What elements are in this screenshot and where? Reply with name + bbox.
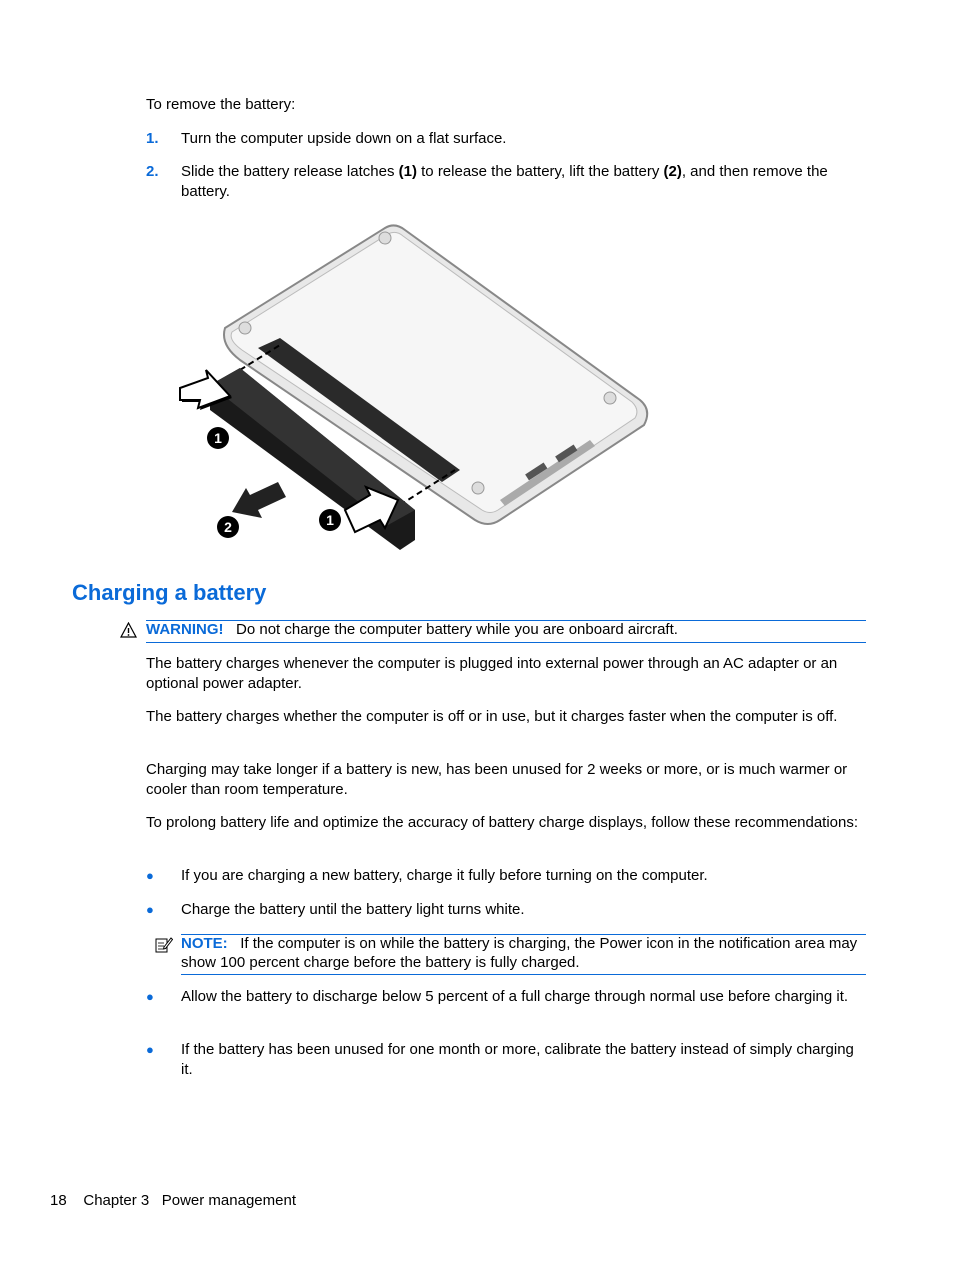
footer-chapter: Chapter 3 <box>83 1192 150 1209</box>
list-item: If the battery has been unused for one month or more, calibrate the battery instead of simply charging it. <box>181 1041 854 1078</box>
callout-1-label: 1 <box>326 512 334 528</box>
note-text: NOTE: If the computer is on while the battery is charging, the Power icon in the notification area may show 100 percent charge before the battery is fully charged. <box>181 935 858 971</box>
paragraph: Charging may take longer if a battery is new, has been unused for 2 weeks or more, or is much warmer or cooler than room temperature. <box>146 761 848 798</box>
list-item: Charge the battery until the battery light turns white. <box>181 901 525 918</box>
warning-label: WARNING! <box>146 621 224 638</box>
footer-title: Power management <box>161 1192 296 1209</box>
warning-text: WARNING! Do not charge the computer battery while you are onboard aircraft. <box>146 621 678 638</box>
section-heading: Charging a battery <box>72 580 267 605</box>
paragraph: To prolong battery life and optimize the accuracy of battery charge displays, follow these recommendations: <box>146 814 859 831</box>
list-item: Allow the battery to discharge below 5 percent of a full charge through normal use before charging it. <box>181 988 849 1005</box>
bullet-icon: ● <box>146 989 154 1004</box>
note-label: NOTE: <box>181 935 228 952</box>
paragraph: The battery charges whether the computer is off or in use, but it charges faster when the computer is off. <box>146 708 838 725</box>
bullet-icon: ● <box>146 1042 154 1057</box>
bullet-icon: ● <box>146 868 154 883</box>
step-text: Turn the computer upside down on a flat surface. <box>181 130 507 147</box>
step-number: 1. <box>146 130 159 147</box>
warning-triangle-icon <box>120 622 137 638</box>
step-number: 2. <box>146 163 159 180</box>
bullet-icon: ● <box>146 902 154 917</box>
intro-text: To remove the battery: <box>146 96 296 113</box>
page-footer <box>50 1191 296 1211</box>
paragraph: The battery charges whenever the computer is plugged into external power through an AC adapter or an optional power adapter. <box>146 655 838 692</box>
callout-2-label: 2 <box>224 519 232 535</box>
page-number: 18 <box>50 1192 67 1209</box>
list-item: If you are charging a new battery, charge it fully before turning on the computer. <box>181 867 708 884</box>
callout-1-label: 1 <box>214 430 222 446</box>
note-pencil-icon <box>155 936 173 953</box>
step-text: Slide the battery release latches (1) to release the battery, lift the battery (2), and then remove the battery. <box>181 163 828 200</box>
battery-removal-illustration <box>170 220 660 565</box>
